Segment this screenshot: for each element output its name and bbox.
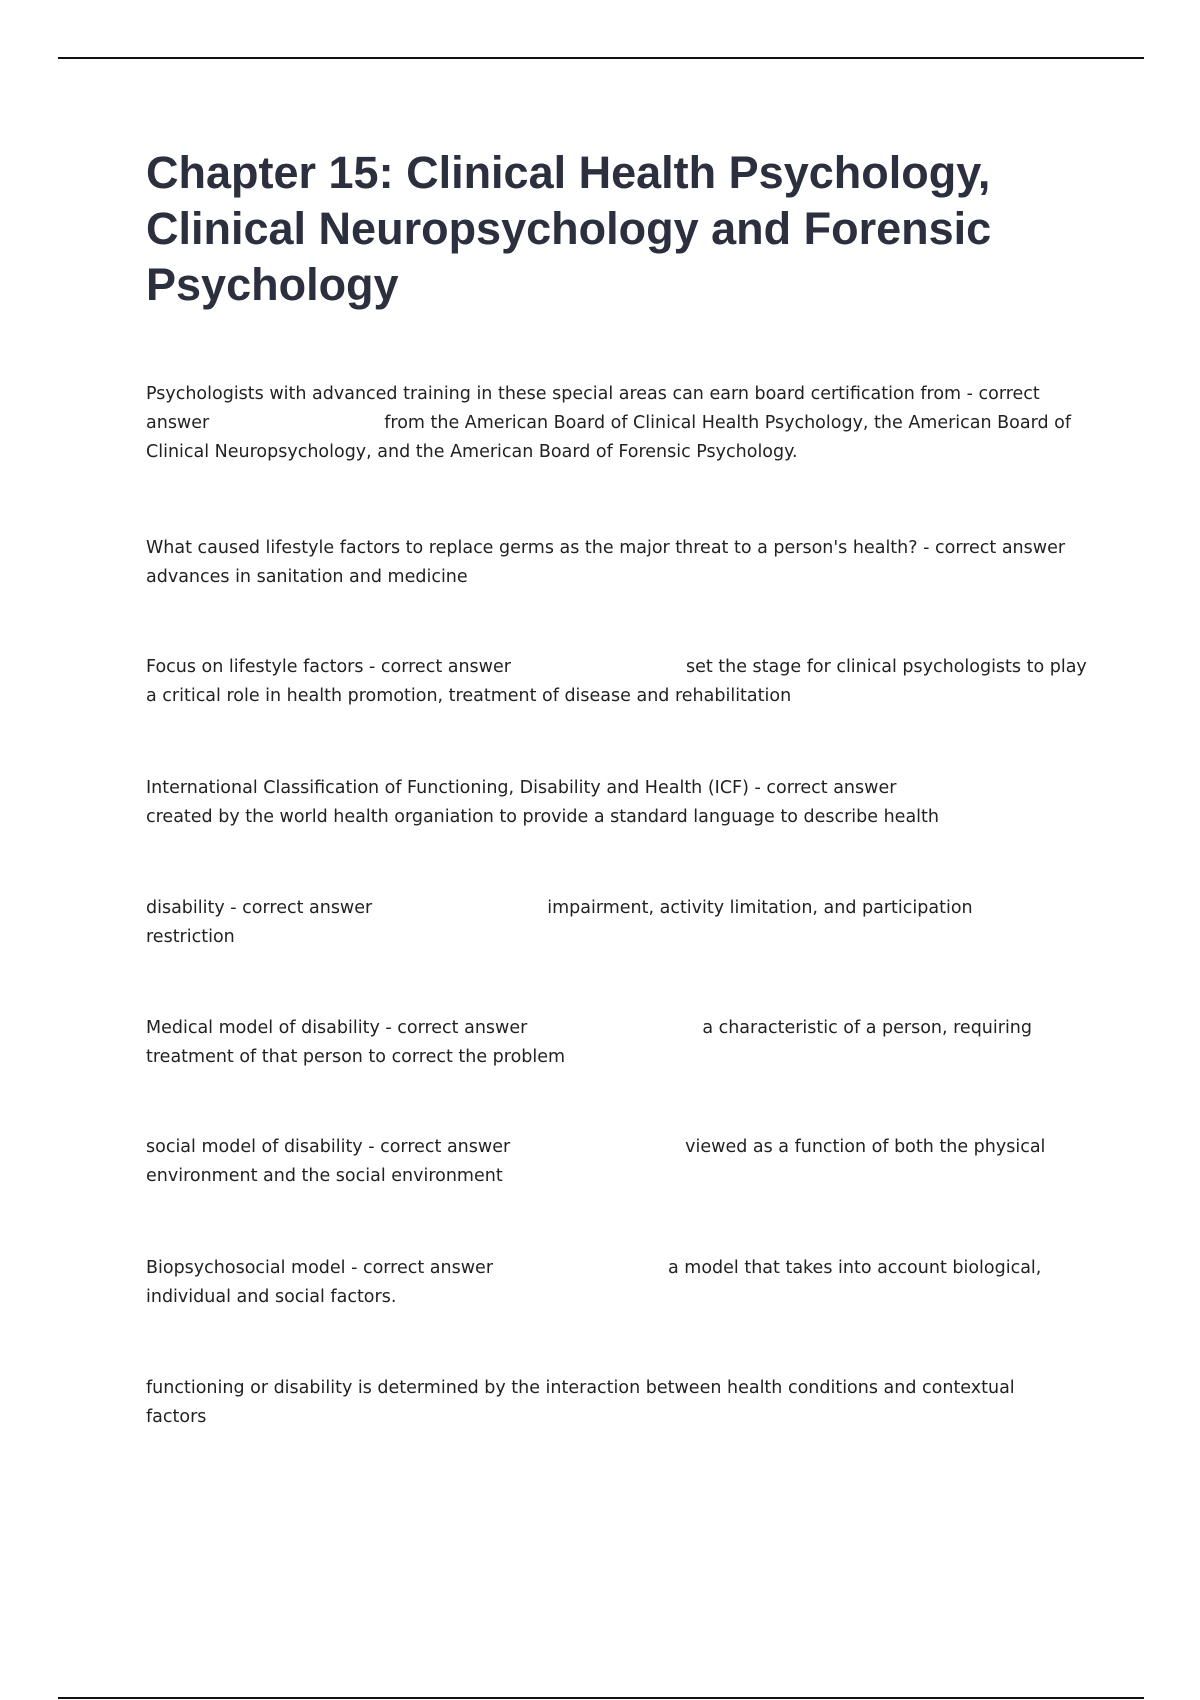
entry-term: What caused lifestyle factors to replace germs as the major threat to a person's health? - correct answer (146, 538, 1066, 558)
entry-term: disability - correct answer (146, 898, 373, 918)
document-title: Chapter 15: Clinical Health Psychology, Clinical Neuropsychology and Forensic Psychology (146, 147, 992, 310)
entry-answer: advances in sanitation and medicine (146, 567, 468, 587)
entry-answer: functioning or disability is determined by the interaction between health conditions and contextual factors (146, 1378, 1015, 1427)
entry-term: Focus on lifestyle factors - correct answer (146, 657, 511, 677)
entry-term: Biopsychosocial model - correct answer (146, 1258, 494, 1278)
entry-answer: created by the world health organiation to provide a standard language to describe health (146, 807, 939, 827)
entry-term: social model of disability - correct answer (146, 1137, 511, 1157)
entry-answer: viewed as a function of both the physical environment and the social environment (146, 1137, 1046, 1186)
entry-answer: from the American Board of Clinical Health Psychology, the American Board of Clinical Neuropsychology, and the American Board of Forensic Psychology. (146, 413, 1072, 462)
flashcard-entry (146, 534, 1091, 592)
entry-term: Medical model of disability - correct answer (146, 1018, 528, 1038)
entry-term: Psychologists with advanced training in these special areas can earn board certification from - correct answer (146, 384, 1040, 433)
entry-answer: set the stage for clinical psychologists to play a critical role in health promotion, treatment of disease and rehabilitation (146, 657, 1087, 706)
flashcard-entry (146, 1254, 1076, 1312)
entry-term: International Classification of Functioning, Disability and Health (ICF) - correct answer (146, 778, 897, 798)
top-rule (58, 57, 1144, 59)
entry-answer: a model that takes into account biological, individual and social factors. (146, 1258, 1042, 1307)
flashcard-entry (146, 653, 1091, 711)
entry-answer: impairment, activity limitation, and participation restriction (146, 898, 973, 947)
flashcard-entry (146, 1374, 1076, 1432)
entry-answer: a characteristic of a person, requiring treatment of that person to correct the problem (146, 1018, 1033, 1067)
flashcard-entry (146, 380, 1091, 467)
flashcard-entry (146, 894, 1026, 952)
flashcard-entry (146, 1133, 1076, 1191)
flashcard-entry (146, 1014, 1076, 1072)
flashcard-entry (146, 774, 966, 832)
bottom-rule (58, 1697, 1144, 1699)
